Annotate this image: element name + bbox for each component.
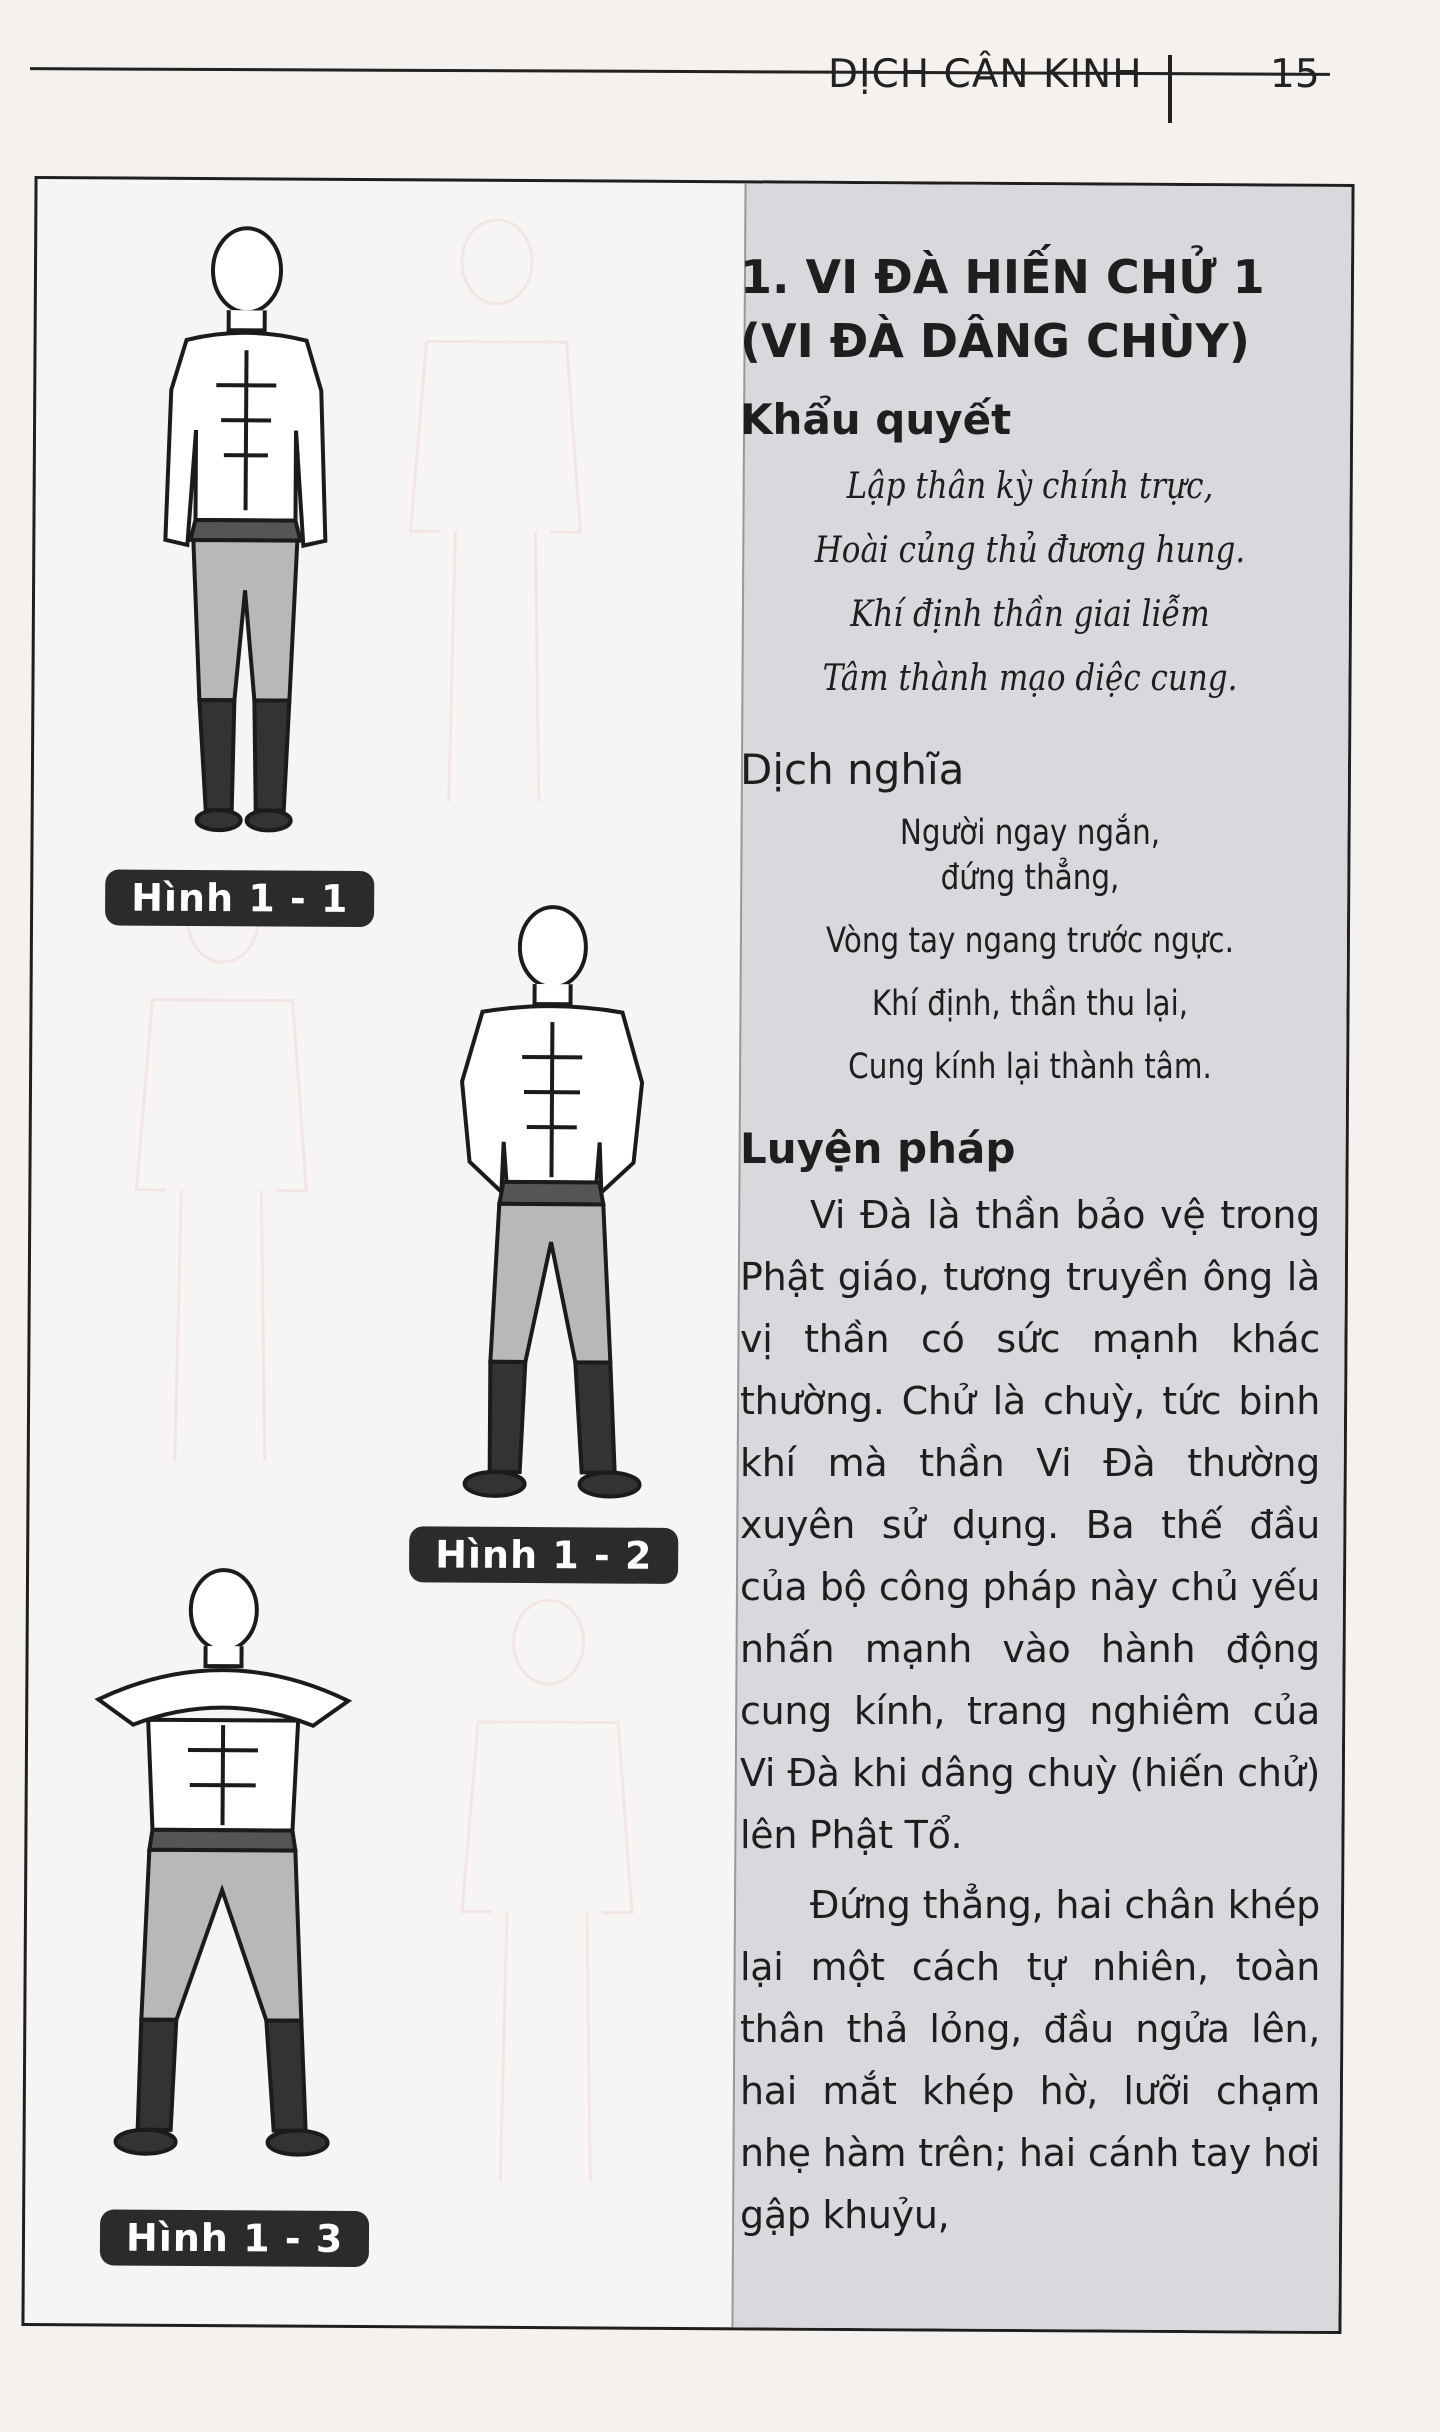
luyen-phap-paragraph-2 [740,1874,1320,2246]
figure-3-label: Hình 1 - 3 [100,2209,370,2267]
dich-nghia-line: Người ngay ngắn, [899,813,1161,853]
khau-quyet-line: Hoài củng thủ đương hung. [814,530,1246,571]
dich-nghia-heading: Dịch nghĩa [740,745,965,794]
khau-quyet-line: Lập thân kỳ chính trực, [846,466,1214,507]
khau-quyet-line: Tâm thành mạo diệc cung. [822,658,1238,699]
show-through-figure-3 [415,1581,679,2203]
luyen-phap-paragraph-1 [740,1184,1320,1866]
figure-1-standing-illustration [113,209,377,851]
page-number: 15 [1270,52,1320,97]
show-through-figure-2 [90,859,354,1481]
section-title-line-1: 1. VI ĐÀ HIẾN CHỬ 1 [740,250,1265,304]
khau-quyet-heading: Khẩu quyết [740,395,1012,444]
header-divider [1168,55,1172,123]
show-through-figure-1 [364,201,628,843]
running-header-title: DỊCH CÂN KINH [828,52,1143,97]
paragraph-2-text: Đứng thẳng, hai chân khép lại một cách tự nhiên, toàn thân thả lỏng, đầu ngửa lên, hai mắt khép hờ, lưỡi chạm nhẹ hàm trên; hai cánh tay hơi gập khuỷu, [740,1883,1320,2237]
dich-nghia-line: Khí định, thần thu lại, [871,984,1189,1024]
figure-2-label: Hình 1 - 2 [409,1526,679,1584]
figure-3-arms-encircled-illustration [75,1549,369,2191]
figure-1-label: Hình 1 - 1 [105,869,375,927]
dich-nghia-line: Vòng tay ngang trước ngực. [826,921,1234,961]
luyen-phap-heading: Luyện pháp [740,1124,1016,1173]
text-column [740,245,1320,2246]
dich-nghia-line: Cung kính lại thành tâm. [848,1047,1212,1087]
section-title-line-2: (VI ĐÀ DÂNG CHÙY) [740,314,1250,368]
khau-quyet-line: Khí định thần giai liễm [850,594,1210,635]
figure-2-hands-on-hips-illustration [409,891,693,1513]
dich-nghia-line: đứng thẳng, [940,858,1120,898]
paragraph-1-text: Vi Đà là thần bảo vệ trong Phật giáo, tương truyền ông là vị thần có sức mạnh khác thường. Chử là chuỳ, tức binh khí mà thần Vi Đà thường xuyên sử dụng. Ba thế đầu của bộ công pháp này chủ yếu nhấn mạnh vào hành động cung kính, trang nghiêm của Vi Đà khi dâng chuỳ (hiến chử) lên Phật Tổ. [740,1193,1320,1857]
